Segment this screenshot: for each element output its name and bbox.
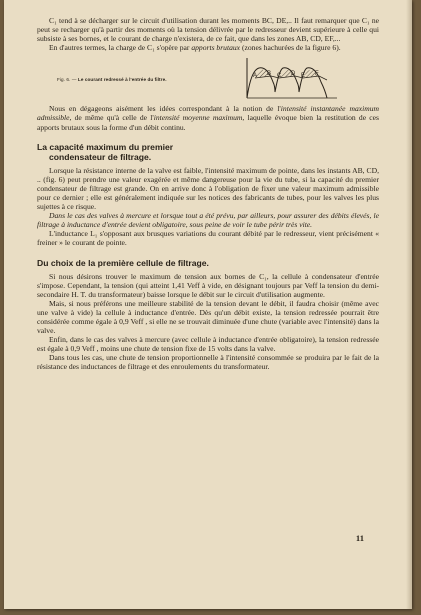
paragraph-2-start: En d'autres termes, la charge de C₁ s'opère par [49, 43, 192, 53]
paragraph-6: L'inductance L₁ s'opposant aux brusques variations du courant débité par le redresseur, vient précisément « freiner » le courant de pointe. [37, 229, 379, 248]
paragraph-8: Mais, si nous préférons une meilleure stabilité de la tension devant le débit, il faudra choisir (même avec une valve à vide) la cellule à inductance d'entrée. Dès qu'un débit existe, la tension redressée pourrait être considérée comme égale à 0,9 Veff , si elle ne se trouvait diminuée d'une chute (variable avec l'intensité) dans la valve. [37, 298, 379, 336]
page-content [37, 16, 379, 372]
paragraph-10: Dans tous les cas, une chute de tension proportionnelle à l'intensité consommée se produira par le fait de la résistance des inductances de filtrage et des enroulements du transformateur. [37, 353, 379, 372]
book-page [4, 0, 412, 609]
paragraph-4: Lorsque la résistance interne de la valve est faible, l'intensité maximum de pointe, dans les instants AB, CD, .. (fig. 6) peut prendre une valeur exagérée et même dangereuse pour la vie du tube, si la capacité du premier condensateur de filtrage est grande. On en arrive donc à l'obligation de fixer une valeur maximum admissible pour ce dernier ; elle est généralement indiquée sur les notices des fabricants de tubes, pour les valves les plus sujettes à ce risque. [37, 165, 379, 212]
rectified-current-graph [217, 56, 339, 104]
paragraph-2-emphasis: apports brutaux [191, 43, 241, 53]
graph-label-c: C [277, 73, 282, 80]
paragraph-3-emphasis-2: intensité moyenne maximum [153, 113, 243, 123]
figure-caption [57, 77, 167, 82]
heading-1-line-1: La capacité maximum du premier [37, 141, 174, 152]
figure-6 [37, 56, 379, 104]
graph-label-e: E [301, 73, 306, 80]
paragraph-9: Enfin, dans le cas des valves à mercure (avec cellule à inductance d'entrée obligatoire), la tension redressée est égale à 0,9 Veff , moins une chute de tension fixe de 15 volts dans la valve. [37, 335, 379, 354]
paragraph-3 [37, 104, 379, 131]
figure-caption-text: Le courant redressé à l'entrée du filtre. [77, 77, 167, 83]
paragraph-5 [37, 211, 379, 229]
heading-choix-cellule: Du choix de la première cellule de filtrage. [37, 257, 209, 268]
paragraph-3-part-a: Nous en dégageons aisément les idées correspondant à la notion de l' [49, 104, 281, 114]
page-number: 11 [355, 533, 364, 543]
paragraph-2-end: (zones hachurées de la figure 6). [240, 43, 341, 53]
graph-label-f: F [315, 71, 319, 78]
paragraph-5-emphasis: Dans le cas des valves à mercure et lorsque tout a été prévu, par ailleurs, pour assurer des débits élevés, le filtrage à inductance d'entrée devient obligatoire, sous peine de voir le tube périr très vite. [37, 211, 379, 230]
graph-label-d: D [291, 71, 296, 78]
graph-label-b: B [267, 71, 272, 78]
paragraph-3-part-c: , laquelle évoque bien la restitution de ces apports brutaux sous la forme d'un débit continu. [37, 113, 379, 132]
paragraph-2 [37, 43, 379, 52]
heading-capacite-maximum [37, 142, 379, 162]
heading-1-line-2: condensateur de filtrage. [49, 151, 152, 162]
paragraph-3-part-b: , de même qu'à celle de l' [69, 113, 154, 123]
figure-caption-dash: — [70, 77, 78, 83]
graph-label-a: A [253, 73, 258, 80]
paragraph-3-emphasis-1: intensité instantanée maximum admissible [37, 104, 379, 123]
paragraph-1: C₁ tend à se décharger sur le circuit d'utilisation durant les moments BC, DE,.. Il faut remarquer que C₁ ne peut se recharger qu'à partir des moments où la tension délivrée par le redresseur devient supérieure à celle qui subsiste à ses bornes, et le courant de charge n'existera, de ce fait, que dans les zones AB, CD, EF,... [37, 16, 379, 44]
paragraph-7: Si nous désirons trouver le maximum de tension aux bornes de C₁, la cellule à condensateur d'entrée s'impose. Cependant, la tension (qui atteint 1,41 Veff à vide, en désignant toujours par Veff la tension du demi-secondaire H. T. du transformateur) baisse lorsque le débit sur le circuit d'utilisation augmente. [37, 271, 379, 299]
figure-caption-label: Fig. 6. [57, 77, 71, 83]
